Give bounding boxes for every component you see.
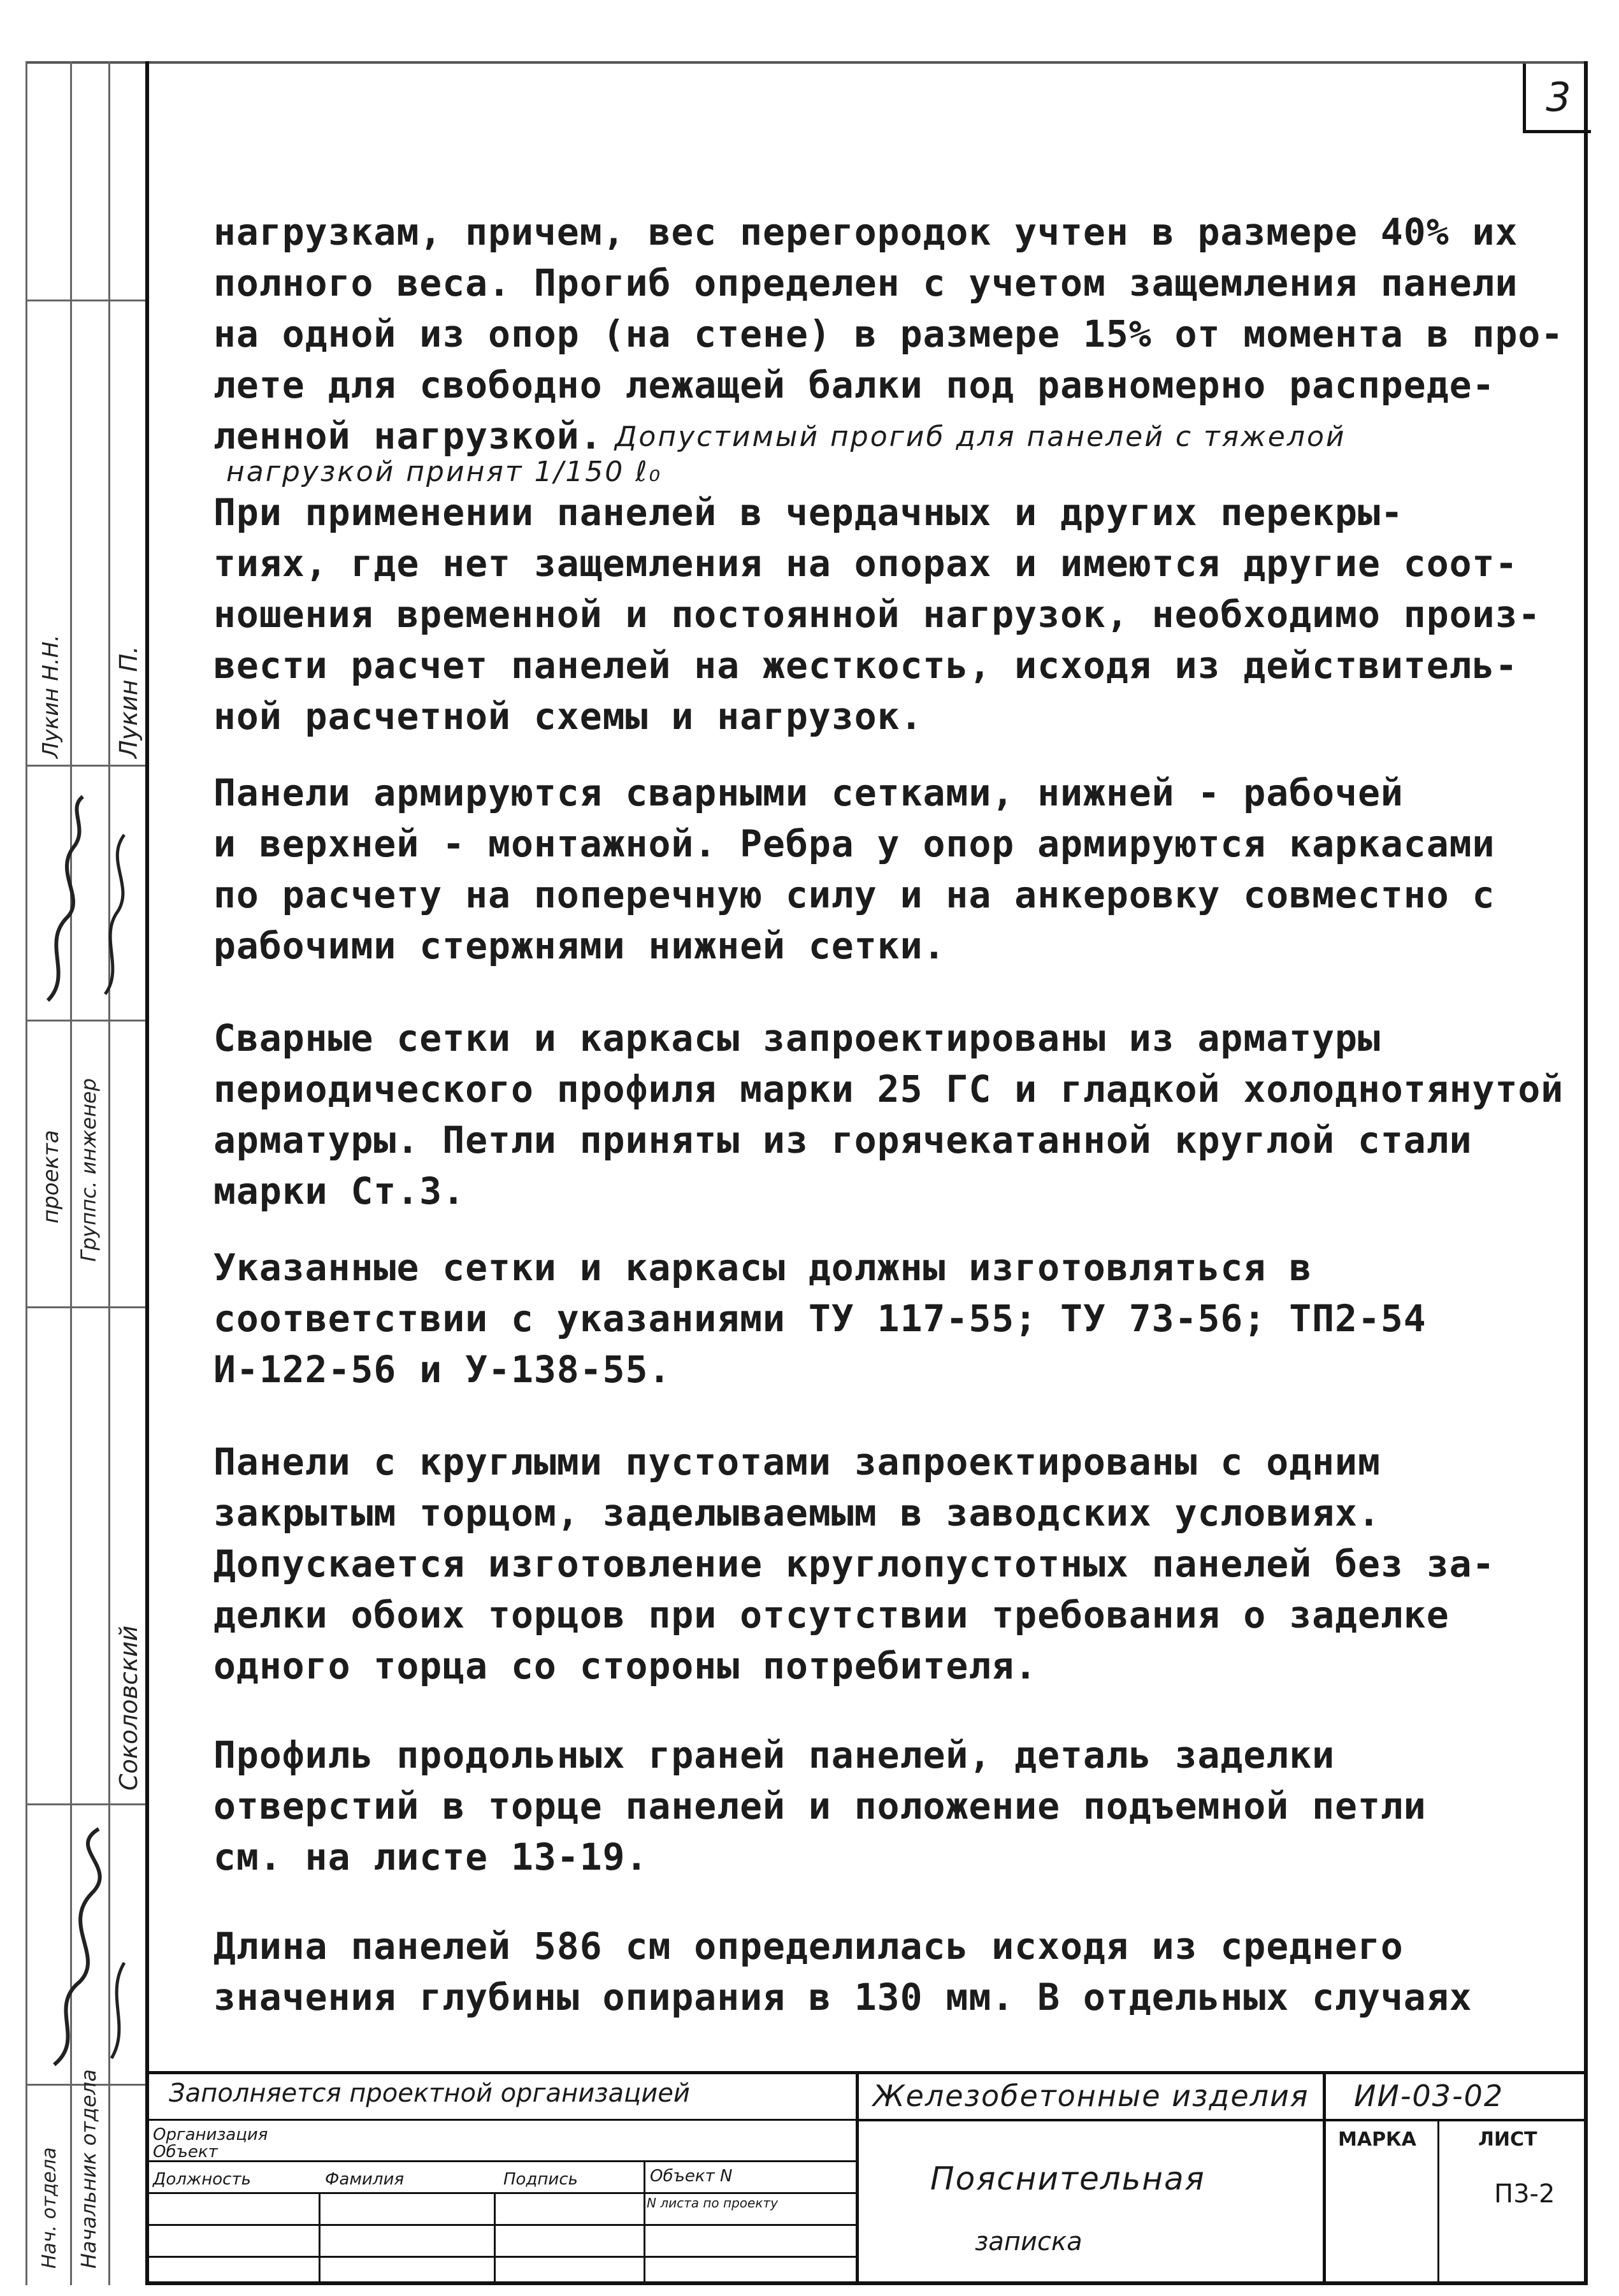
text-line: вести расчет панелей на жесткость, исходя из действитель- (213, 644, 1518, 687)
side-label-gip: Группс. инженер (76, 1078, 101, 1262)
text-line: нагрузкам, причем, вес перегородок учтен в размере 40% их (213, 210, 1518, 254)
handwritten-note: нагрузкой принят 1/150 ℓ₀ (226, 456, 663, 488)
object-label: Объект (153, 2142, 218, 2162)
text-line: см. на листе 13-19. (213, 1835, 649, 1879)
text-line: на одной из опор (на стене) в размере 15% от момента в про- (213, 312, 1564, 356)
side-label-sokolovsky: Соколовский (115, 1625, 143, 1791)
text-line: лете для свободно лежащей балки под равномерно распреде- (213, 363, 1495, 407)
text-line: Указанные сетки и каркасы должны изготовляться в (213, 1246, 1313, 1289)
fill-note: Заполняется проектной организацией (169, 2079, 690, 2108)
title-block-divider (145, 2160, 856, 2162)
side-stamp-divider (25, 61, 27, 2285)
handwritten-note: Допустимый прогиб для панелей с тяжелой (615, 421, 1346, 453)
frame-top-line (25, 61, 1587, 64)
text-line: ленной нагрузкой. (213, 414, 603, 458)
text-line: одного торца со стороны потребителя. (213, 1644, 1038, 1687)
frame-right-line (1584, 61, 1588, 2285)
title-block-divider (856, 2119, 1588, 2121)
text-line: полного веса. Прогиб определен с учетом защемления панели (213, 261, 1518, 305)
document-title-line-1: Пояснительная (930, 2160, 1205, 2197)
title-block-divider (1323, 2071, 1326, 2285)
side-label-lukin: Лукин П. (115, 646, 143, 758)
signature-mark (29, 1816, 143, 2077)
side-stamp-divider (25, 1306, 145, 1308)
title-block-divider (145, 2119, 856, 2121)
text-line: соответствии с указаниями ТУ 117-55; ТУ 73-56; ТП2-54 (213, 1297, 1427, 1340)
text-line: отверстий в торце панелей и положение подъемной петли (213, 1784, 1427, 1828)
title-block-divider (644, 2160, 645, 2285)
page-number: 3 (1523, 64, 1591, 133)
side-stamp-divider (25, 1803, 145, 1805)
side-label-proekta: проекта (38, 1130, 64, 1224)
text-line: рабочими стержнями нижней сетки. (213, 924, 946, 967)
text-line: Панели армируются сварными сетками, нижней - рабочей (213, 771, 1404, 814)
text-line: закрытым торцом, заделываемым в заводских условиях. (213, 1491, 1381, 1534)
document-code: ИИ-03-02 (1354, 2079, 1504, 2113)
text-line: ной расчетной схемы и нагрузок. (213, 695, 923, 738)
sheet-value: П3-2 (1494, 2179, 1555, 2209)
text-line: марки Ст.3. (213, 1169, 466, 1213)
side-label-nachalnik: Начальник отдела (76, 2069, 101, 2269)
text-line: и верхней - монтажной. Ребра у опор армируются каркасами (213, 822, 1495, 865)
side-stamp-divider (25, 765, 145, 767)
side-stamp-divider (25, 300, 145, 301)
side-label-bottom: Нач. отдела (38, 2147, 61, 2269)
text-line: значения глубины опирания в 130 мм. В отдельных случаях (213, 1975, 1472, 2019)
text-line: Профиль продольных граней панелей, деталь заделки (213, 1733, 1335, 1777)
signature-mark (29, 784, 143, 1013)
text-line: Сварные сетки и каркасы запроектированы из арматуры (213, 1016, 1381, 1060)
text-line: ношения временной и постоянной нагрузок, необходимо произ- (213, 593, 1541, 636)
sheet-project-header: N листа по проекту (647, 2195, 778, 2211)
sheet-label: ЛИСТ (1478, 2128, 1537, 2151)
text-line: периодического профиля марки 25 ГС и гладкой холоднотянутой (213, 1067, 1564, 1111)
product-name: Железобетонные изделия (873, 2079, 1309, 2113)
text-line: делки обоих торцов при отсутствии требования о заделке (213, 1593, 1450, 1636)
title-block-divider (145, 2256, 856, 2258)
signature-header: Подпись (503, 2170, 578, 2189)
text-line: Допускается изготовление круглопустотных панелей без за- (213, 1542, 1495, 1585)
title-block-divider (145, 2224, 856, 2226)
text-line: При применении панелей в чердачных и других перекры- (213, 491, 1404, 534)
position-header: Должность (153, 2170, 251, 2189)
object-number-label: Объект N (650, 2167, 733, 2186)
text-line: арматуры. Петли приняты из горячекатанной круглой стали (213, 1118, 1472, 1162)
document-title-line-2: записка (975, 2227, 1083, 2256)
text-line: И-122-56 и У-138-55. (213, 1348, 672, 1391)
title-block-top-line (145, 2071, 1588, 2074)
title-block-divider (494, 2192, 496, 2285)
title-block-divider (856, 2071, 859, 2285)
title-block-divider (319, 2192, 320, 2285)
side-stamp-divider (25, 1020, 145, 1022)
side-label-top-name: Лукин Н.Н. (38, 634, 64, 758)
mark-label: МАРКА (1338, 2128, 1416, 2151)
title-block-divider (1437, 2119, 1439, 2285)
text-line: тиях, где нет защемления на опорах и имеются другие соот- (213, 542, 1518, 585)
surname-header: Фамилия (325, 2170, 404, 2189)
text-line: Панели с круглыми пустотами запроектированы с одним (213, 1440, 1381, 1484)
organization-label: Организация (153, 2125, 268, 2144)
frame-left-line (145, 61, 149, 2285)
text-line: Длина панелей 586 см определилась исходя из среднего (213, 1924, 1404, 1968)
frame-bottom-line (145, 2281, 1588, 2285)
title-block-divider (145, 2192, 856, 2194)
text-line: по расчету на поперечную силу и на анкеровку совместно с (213, 873, 1495, 916)
